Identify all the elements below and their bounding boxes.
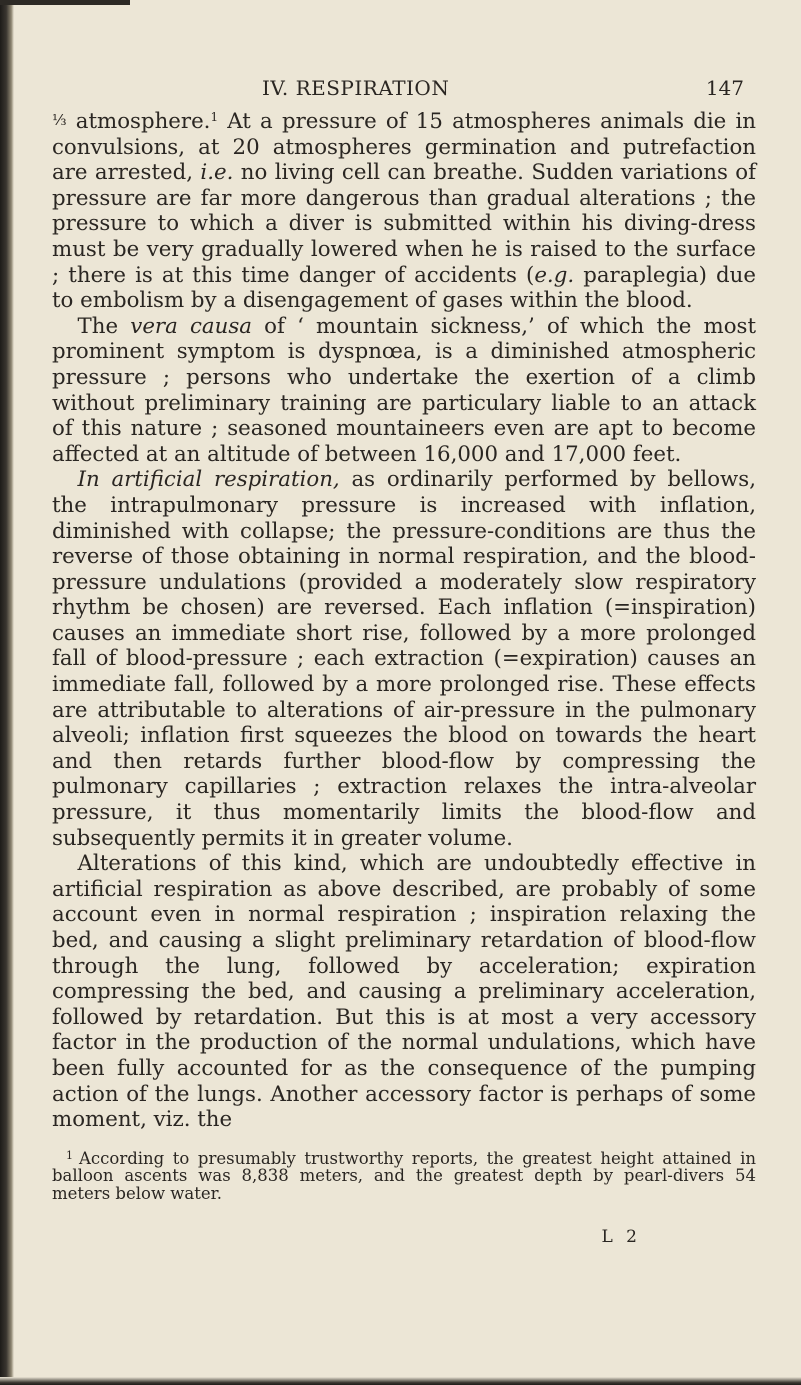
p2-text-1: The [77,313,131,339]
p2-text-2: of ‘ mountain sickness,’ of which the most prominent symptom is dyspnœa, is a diminished atmospheric pressure ; persons who undertake the exertion of a climb without preliminary training are particulary liable to an attack of this nature ; seasoned mountaineers even are apt to become affected at an altitude of between 16,000 and 17,000 feet. [52,313,757,467]
footnote-text: According to presumably trustworthy reports, the greatest height attained in balloon ascents was 8,838 meters, and the greatest depth by pearl-divers 54 meters below water. [52,1148,756,1203]
paragraph-1 [52,108,756,314]
page-header [52,0,756,108]
footnote-mark: 1 [66,1148,73,1162]
p1-text-2: At a pressure of 15 atmospheres animals die in convulsions, at 20 atmospheres germination and putrefaction are arrested, [52,109,756,186]
p1-text-4: paraplegia) due to embolism by a disengagement of gases within the blood. [52,262,756,314]
signature-mark: L 2 [601,1227,641,1247]
paragraph-2 [52,314,756,468]
p1-text-1: atmosphere. [66,109,211,134]
p3-italic-heading: In artificial respiration, [77,467,340,493]
book-page [52,0,756,1202]
paragraph-4 [52,851,756,1133]
book-binding-shadow [0,0,14,1385]
p1-text-3: no living cell can breathe. Sudden variations of pressure are far more dangerous than gradual alterations ; the pressure to which a diver is submitted within his diving-dress must be very gradually lowered when he is raised to the surface ; there is at this time danger of accidents ( [52,160,756,288]
p3-text: as ordinarily performed by bellows, the intrapulmonary pressure is increased with inflation, diminished with collapse; the pressure-conditions are thus the reverse of those obtaining in normal respiration, and the blood-pressure undulations (provided a moderately slow respiratory rhythm be chosen) are reversed. Each inflation (=inspiration) causes an immediate short rise, followed by a more prolonged fall of blood-pressure ; each extraction (=expiration) causes an immediate fall, followed by a more prolonged rise. These effects are attributable to alterations of air-pressure in the pulmonary alveoli; inflation first squeezes the blood on towards the heart and then retards further blood-flow by compressing the pulmonary capillaries ; extraction relaxes the intra-alveolar pressure, it thus momentarily limits the blood-flow and subsequently permits it in greater volume. [52,467,756,851]
running-head: IV. RESPIRATION [262,76,450,100]
paragraph-3 [52,467,756,851]
page-number: 147 [705,76,744,100]
fraction: ⅓ [52,111,67,129]
footnote [52,1147,756,1203]
p2-vera-causa: vera causa [130,313,252,339]
bottom-edge-shadow [0,1377,801,1385]
p1-eg: e.g. [534,262,575,288]
footnote-ref: 1 [210,110,219,124]
p4-text: Alterations of this kind, which are undoubtedly effective in artificial respiration as above described, are probably of some account even in normal respiration ; inspiration relaxing the bed, and causing a slight preliminary retardation of blood-flow through the lung, followed by acceleration; expiration compressing the bed, and causing a preliminary acceleration, followed by retardation. But this is at most a very accessory factor in the production of the normal undulations, which have been fully accounted for as the consequence of the pumping action of the lungs. Another accessory factor is perhaps of some moment, viz. the [52,851,756,1133]
p1-ie: i.e. [200,160,234,186]
